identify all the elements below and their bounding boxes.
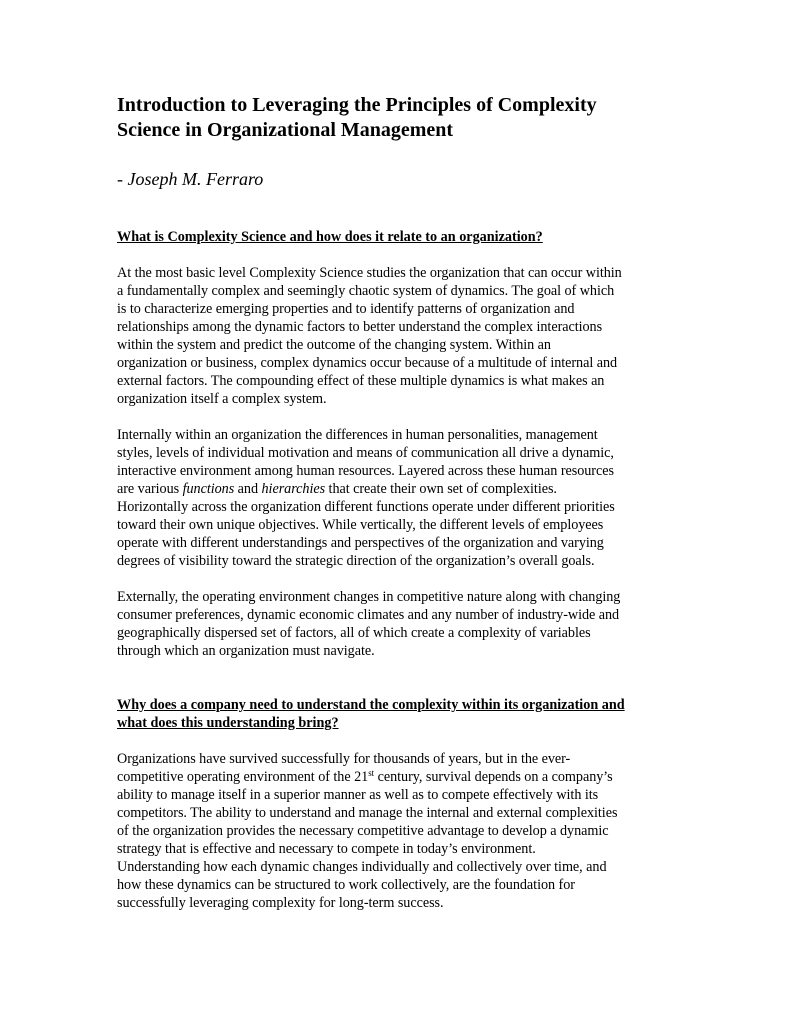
paragraph-line: through which an organization must navigate.: [117, 643, 375, 659]
section-heading-why-understand: [117, 696, 679, 732]
text-run: century, survival depends on a company’s: [374, 769, 613, 785]
paragraph-line: styles, levels of individual motivation and means of communication all drive a dynamic,: [117, 445, 614, 461]
paragraph-line: degrees of visibility toward the strategic direction of the organization’s overall goals.: [117, 553, 595, 569]
paragraph-internal: [117, 426, 679, 570]
paragraph-line: organization itself a complex system.: [117, 391, 327, 407]
paragraph-line: At the most basic level Complexity Science studies the organization that can occur within: [117, 265, 622, 281]
paragraph-line: interactive environment among human resources. Layered across these human resources: [117, 463, 614, 479]
text-run: and: [234, 481, 262, 497]
emphasis-functions: functions: [182, 481, 235, 497]
emphasis-hierarchies: hierarchies: [261, 481, 326, 497]
paragraph-line: [117, 768, 679, 786]
paragraph-line: Understanding how each dynamic changes individually and collectively over time, and: [117, 859, 607, 875]
paragraph-line: successfully leveraging complexity for long-term success.: [117, 895, 444, 911]
paragraph-line: organization or business, complex dynamics occur because of a multitude of internal and: [117, 355, 618, 371]
paragraph-intro: [117, 264, 679, 408]
paragraph-line: a fundamentally complex and seemingly chaotic system of dynamics. The goal of which: [117, 283, 615, 299]
text-run: competitive operating environment of the 21: [117, 769, 369, 785]
paragraph-line: how these dynamics can be structured to work collectively, are the foundation for: [117, 877, 575, 893]
paragraph-external: [117, 588, 679, 660]
paragraph-line: Internally within an organization the differences in human personalities, management: [117, 427, 598, 443]
paragraph-line: Externally, the operating environment changes in competitive nature along with changing: [117, 589, 621, 605]
paragraph-line: geographically dispersed set of factors, all of which create a complexity of variables: [117, 625, 591, 641]
paragraph-line: consumer preferences, dynamic economic climates and any number of industry-wide and: [117, 607, 620, 623]
heading-line: Why does a company need to understand the complexity within its organization and: [117, 697, 625, 713]
paragraph-line: relationships among the dynamic factors to better understand the complex interactions: [117, 319, 603, 335]
text-run: that create their own set of complexities.: [325, 481, 557, 497]
paragraph-line: strategy that is effective and necessary to compete in today’s environment.: [117, 841, 536, 857]
paragraph-line: external factors. The compounding effect of these multiple dynamics is what makes an: [117, 373, 605, 389]
paragraph-line: Horizontally across the organization different functions operate under different priorities: [117, 499, 615, 515]
paragraph-line: within the system and predict the outcome of the changing system. Within an: [117, 337, 551, 353]
paragraph-survival: [117, 750, 679, 912]
text-run: are various: [117, 481, 183, 497]
paragraph-line: of the organization provides the necessary competitive advantage to develop a dynamic: [117, 823, 609, 839]
title-line: Science in Organizational Management: [117, 119, 454, 141]
document-title: [117, 93, 679, 143]
paragraph-line: Organizations have survived successfully for thousands of years, but in the ever-: [117, 751, 571, 767]
paragraph-line: operate with different understandings and perspectives of the organization and varying: [117, 535, 604, 551]
title-line: Introduction to Leveraging the Principles of Complexity: [117, 94, 597, 116]
document-body: [117, 93, 679, 912]
paragraph-line: toward their own unique objectives. While vertically, the different levels of employees: [117, 517, 604, 533]
heading-line: What is Complexity Science and how does it relate to an organization?: [117, 229, 543, 245]
section-heading-complexity-science: [117, 228, 679, 246]
paragraph-line: ability to manage itself in a superior manner as well as to compete effectively with its: [117, 787, 599, 803]
superscript-ordinal: st: [368, 768, 375, 778]
paragraph-line: [117, 480, 679, 498]
paragraph-line: competitors. The ability to understand and manage the internal and external complexities: [117, 805, 618, 821]
paragraph-line: is to characterize emerging properties and to identify patterns of organization and: [117, 301, 575, 317]
author-byline: - Joseph M. Ferraro: [117, 169, 264, 189]
heading-line: what does this understanding bring?: [117, 715, 339, 731]
